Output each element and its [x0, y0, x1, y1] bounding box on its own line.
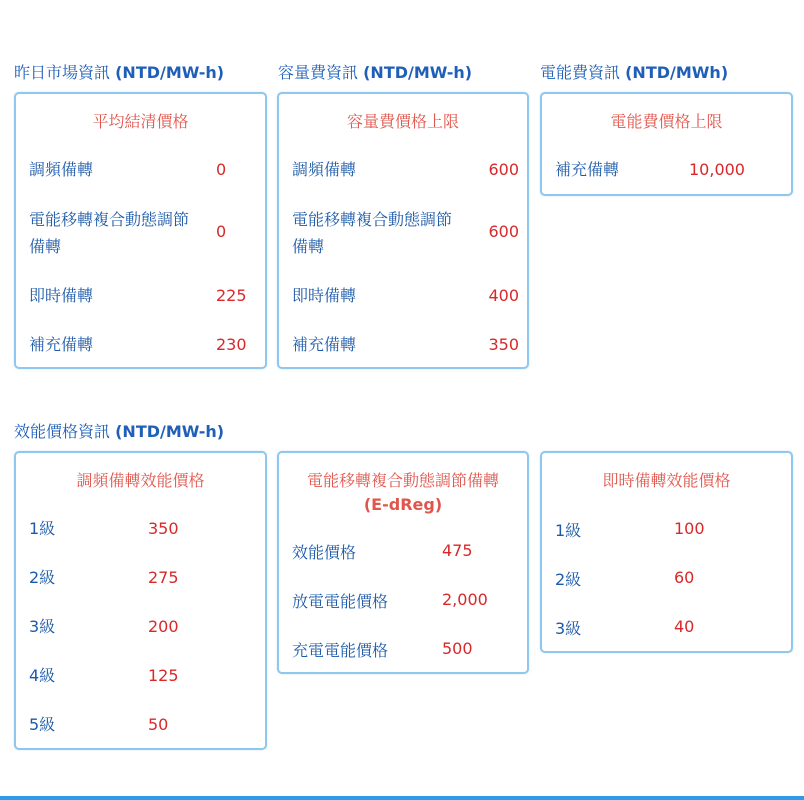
- capacity-fee-heading: 容量費資訊 (NTD/MW-h): [278, 63, 473, 82]
- row-value: 200: [148, 617, 179, 636]
- row-value: 230: [216, 335, 247, 354]
- row-value: 475: [442, 541, 473, 560]
- card-title: 電能費價格上限: [610, 112, 723, 131]
- card-title: 容量費價格上限: [346, 112, 459, 131]
- bottom-accent-bar: [0, 796, 804, 800]
- row-value: 60: [674, 568, 695, 587]
- row-label: 調頻備轉: [29, 160, 94, 179]
- row-value: 350: [148, 519, 179, 538]
- row-label: 2級: [29, 568, 56, 587]
- row-value: 500: [442, 639, 473, 658]
- unit-label: (NTD/MW-h): [363, 63, 473, 82]
- row-label: 即時備轉: [29, 286, 94, 305]
- row-label: 5級: [29, 715, 56, 734]
- performance-price-heading: 效能價格資訊 (NTD/MW-h): [14, 422, 225, 441]
- unit-label: (NTD/MWh): [625, 63, 729, 82]
- card-title: 電能移轉複合動態調節備轉: [306, 471, 499, 490]
- row-label: 3級: [555, 619, 582, 638]
- row-label: 效能價格: [292, 543, 357, 562]
- row-label: 補充備轉: [292, 335, 357, 354]
- row-label: 2級: [555, 570, 582, 589]
- row-value: 0: [216, 222, 227, 241]
- row-value: 50: [148, 715, 169, 734]
- row-label: 4級: [29, 666, 56, 685]
- freq-regulation-performance-card: [14, 451, 267, 750]
- row-label: 放電電能價格: [292, 592, 389, 611]
- row-label: 補充備轉: [29, 335, 94, 354]
- row-label: 電能移轉複合動態調節備轉: [292, 210, 453, 256]
- row-label: 3級: [29, 617, 56, 636]
- card-title: 平均結清價格: [92, 112, 189, 131]
- row-label: 電能移轉複合動態調節備轉: [29, 210, 190, 256]
- capacity-price-cap-card: [277, 92, 529, 369]
- row-label: 補充備轉: [555, 160, 620, 179]
- row-value: 600: [488, 222, 519, 241]
- energy-price-cap-card: [540, 92, 793, 196]
- row-label: 即時備轉: [292, 286, 357, 305]
- row-value: 600: [488, 160, 519, 179]
- row-value: 400: [488, 286, 519, 305]
- edreg-card: [277, 451, 529, 674]
- card-title: 調頻備轉效能價格: [76, 471, 205, 490]
- row-value: 350: [488, 335, 519, 354]
- row-value: 125: [148, 666, 179, 685]
- row-value: 40: [674, 617, 695, 636]
- row-label: 調頻備轉: [292, 160, 357, 179]
- unit-label: (NTD/MW-h): [115, 63, 225, 82]
- row-value: 2,000: [442, 590, 488, 609]
- spinning-reserve-performance-card: [540, 451, 793, 653]
- card-subtitle: (E-dReg): [363, 495, 443, 514]
- row-label: 1級: [555, 521, 582, 540]
- avg-clearing-price-card: [14, 92, 267, 369]
- row-value: 275: [148, 568, 179, 587]
- row-value: 100: [674, 519, 705, 538]
- row-value: 225: [216, 286, 247, 305]
- row-label: 1級: [29, 519, 56, 538]
- yesterday-market-heading: 昨日市場資訊 (NTD/MW-h): [14, 63, 225, 82]
- row-value: 10,000: [689, 160, 745, 179]
- energy-fee-heading: 電能費資訊 (NTD/MWh): [540, 63, 729, 82]
- row-label: 充電電能價格: [292, 641, 389, 660]
- unit-label: (NTD/MW-h): [115, 422, 225, 441]
- card-title: 即時備轉效能價格: [602, 471, 731, 490]
- row-value: 0: [216, 160, 227, 179]
